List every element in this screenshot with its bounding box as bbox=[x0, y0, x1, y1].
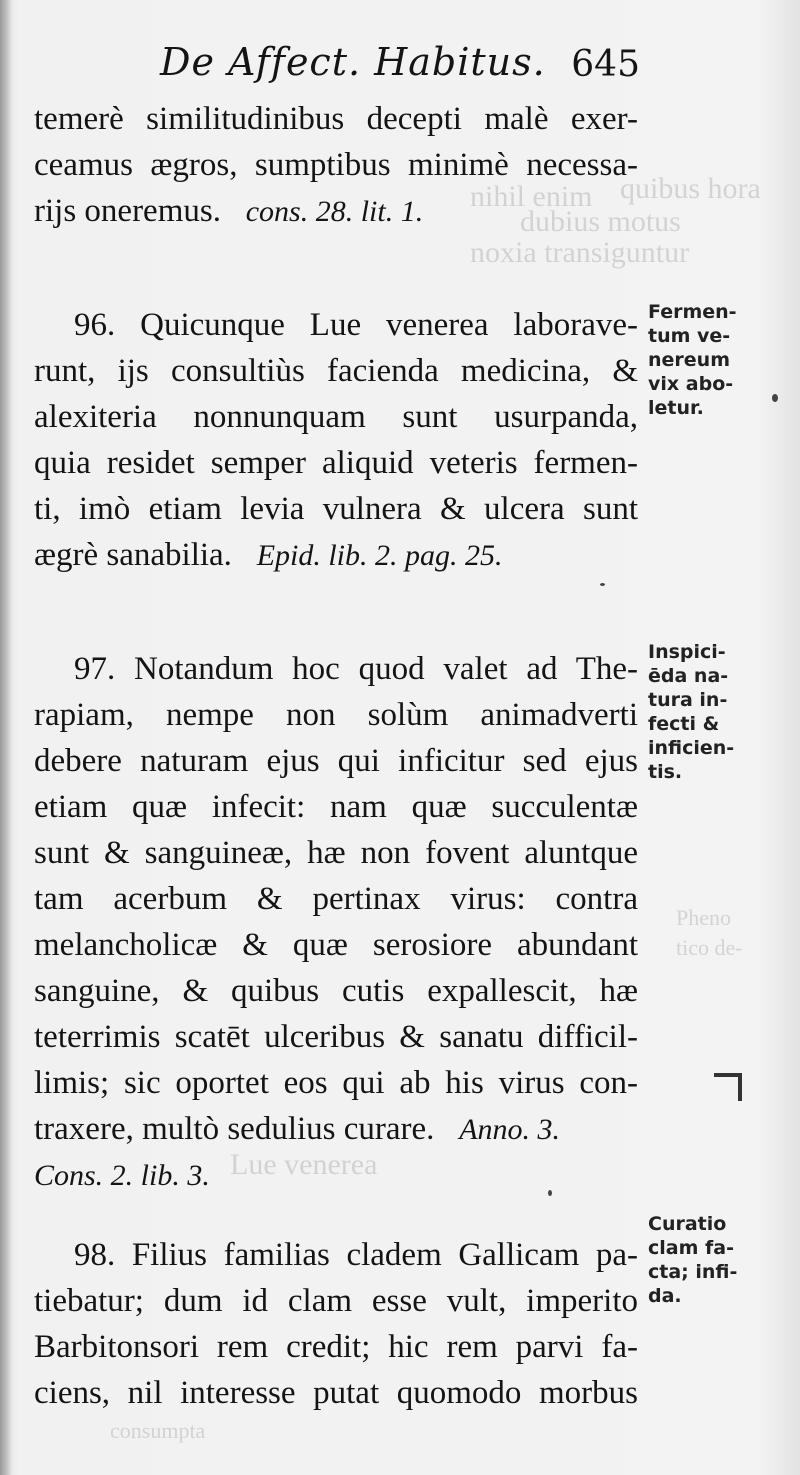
margin-note-line: tis. bbox=[648, 761, 683, 783]
ink-speck bbox=[600, 583, 605, 586]
margin-note bbox=[648, 300, 773, 420]
text-line: sunt & sanguineæ, hæ non fovent aluntque bbox=[34, 835, 638, 871]
margin-note-line: nereum bbox=[648, 349, 730, 371]
margin-note-line: letur. bbox=[648, 397, 704, 419]
bleed-through-text: Pheno bbox=[676, 905, 731, 930]
text-line: teterrimis scatēt ulceribus & sanatu difficil- bbox=[34, 1019, 638, 1055]
margin-note-line: Inspici- bbox=[648, 641, 726, 663]
text-line: runt, ijs consultiùs facienda medicina, & bbox=[34, 353, 638, 389]
text-line: 98. Filius familias cladem Gallicam pa- bbox=[74, 1237, 638, 1273]
text-line bbox=[34, 188, 638, 234]
ink-speck bbox=[772, 394, 778, 402]
margin-note-line: tura in- bbox=[648, 689, 728, 711]
margin-note bbox=[648, 1212, 773, 1308]
running-title: De Affect. Habitus. bbox=[160, 40, 546, 84]
page-number: 645 bbox=[571, 44, 640, 85]
text-line: quia residet semper aliquid veteris fermen- bbox=[34, 445, 638, 481]
text-line bbox=[34, 1106, 638, 1152]
text-line: melancholicæ & quæ serosiore abundant bbox=[34, 927, 638, 963]
text-line-content: rijs oneremus. bbox=[34, 193, 221, 229]
margin-note-line: fecti & bbox=[648, 713, 720, 735]
margin-note bbox=[648, 640, 773, 784]
text-line: limis; sic oportet eos qui ab his virus con- bbox=[34, 1065, 638, 1101]
citation: Cons. 2. lib. 3. bbox=[34, 1159, 210, 1192]
citation: cons. 28. lit. 1. bbox=[245, 195, 424, 228]
corner-mark-icon bbox=[714, 1073, 742, 1101]
margin-note-line: vix abo- bbox=[648, 373, 734, 395]
text-line bbox=[34, 532, 638, 578]
margin-note-line: cta; infi- bbox=[648, 1261, 738, 1283]
citation: Epid. lib. 2. pag. 25. bbox=[256, 539, 503, 572]
text-line: ciens, nil interesse putat quomodo morbus bbox=[34, 1375, 638, 1411]
bleed-through-text: noxia transiguntur bbox=[470, 236, 690, 269]
binding-shadow bbox=[0, 0, 12, 1475]
margin-note-line: Fermen- bbox=[648, 301, 737, 323]
text-line: tiebatur; dum id clam esse vult, imperito bbox=[34, 1283, 638, 1319]
bleed-through-text: tico de- bbox=[676, 935, 743, 960]
citation: Anno. 3. bbox=[459, 1113, 561, 1146]
text-line: etiam quæ infecit: nam quæ succulentæ bbox=[34, 789, 638, 825]
text-line: 97. Notandum hoc quod valet ad The- bbox=[74, 651, 638, 687]
bleed-through-text: dubius motus bbox=[520, 205, 681, 238]
text-line: sanguine, & quibus cutis expallescit, hæ bbox=[34, 973, 638, 1009]
bleed-through-text: consumpta bbox=[110, 1418, 206, 1443]
text-line: ceamus ægros, sumptibus minimè necessa- bbox=[34, 147, 638, 183]
margin-note-line: clam fa- bbox=[648, 1237, 734, 1259]
text-line: alexiteria nonnunquam sunt usurpanda, bbox=[34, 399, 638, 435]
text-line-content: ægrè sanabilia. bbox=[34, 537, 232, 573]
text-line: debere naturam ejus qui inficitur sed ejus bbox=[34, 743, 638, 779]
text-line: temerè similitudinibus decepti malè exer- bbox=[34, 101, 638, 137]
bleed-through-text: quibus hora bbox=[620, 172, 761, 205]
bleed-through-text: nihil enim bbox=[470, 180, 593, 213]
bleed-through-text: Lue venerea bbox=[230, 1148, 378, 1181]
margin-note-line: tum ve- bbox=[648, 325, 731, 347]
margin-note-line: inficien- bbox=[648, 737, 735, 759]
margin-note-line: Curatio bbox=[648, 1213, 727, 1235]
margin-note-line: da. bbox=[648, 1285, 682, 1307]
text-line: ti, imò etiam levia vulnera & ulcera sunt bbox=[34, 491, 638, 527]
margin-note-line: ēda na- bbox=[648, 665, 729, 687]
ink-speck bbox=[548, 1190, 552, 1196]
text-line: 96. Quicunque Lue venerea laborave- bbox=[74, 307, 638, 343]
running-header bbox=[160, 40, 640, 90]
text-line-content: traxere, multò sedulius curare. bbox=[34, 1111, 435, 1147]
text-line: rapiam, nempe non solùm animadverti bbox=[34, 697, 638, 733]
text-line: tam acerbum & pertinax virus: contra bbox=[34, 881, 638, 917]
text-line: Barbitonsori rem credit; hic rem parvi fa- bbox=[34, 1329, 638, 1365]
